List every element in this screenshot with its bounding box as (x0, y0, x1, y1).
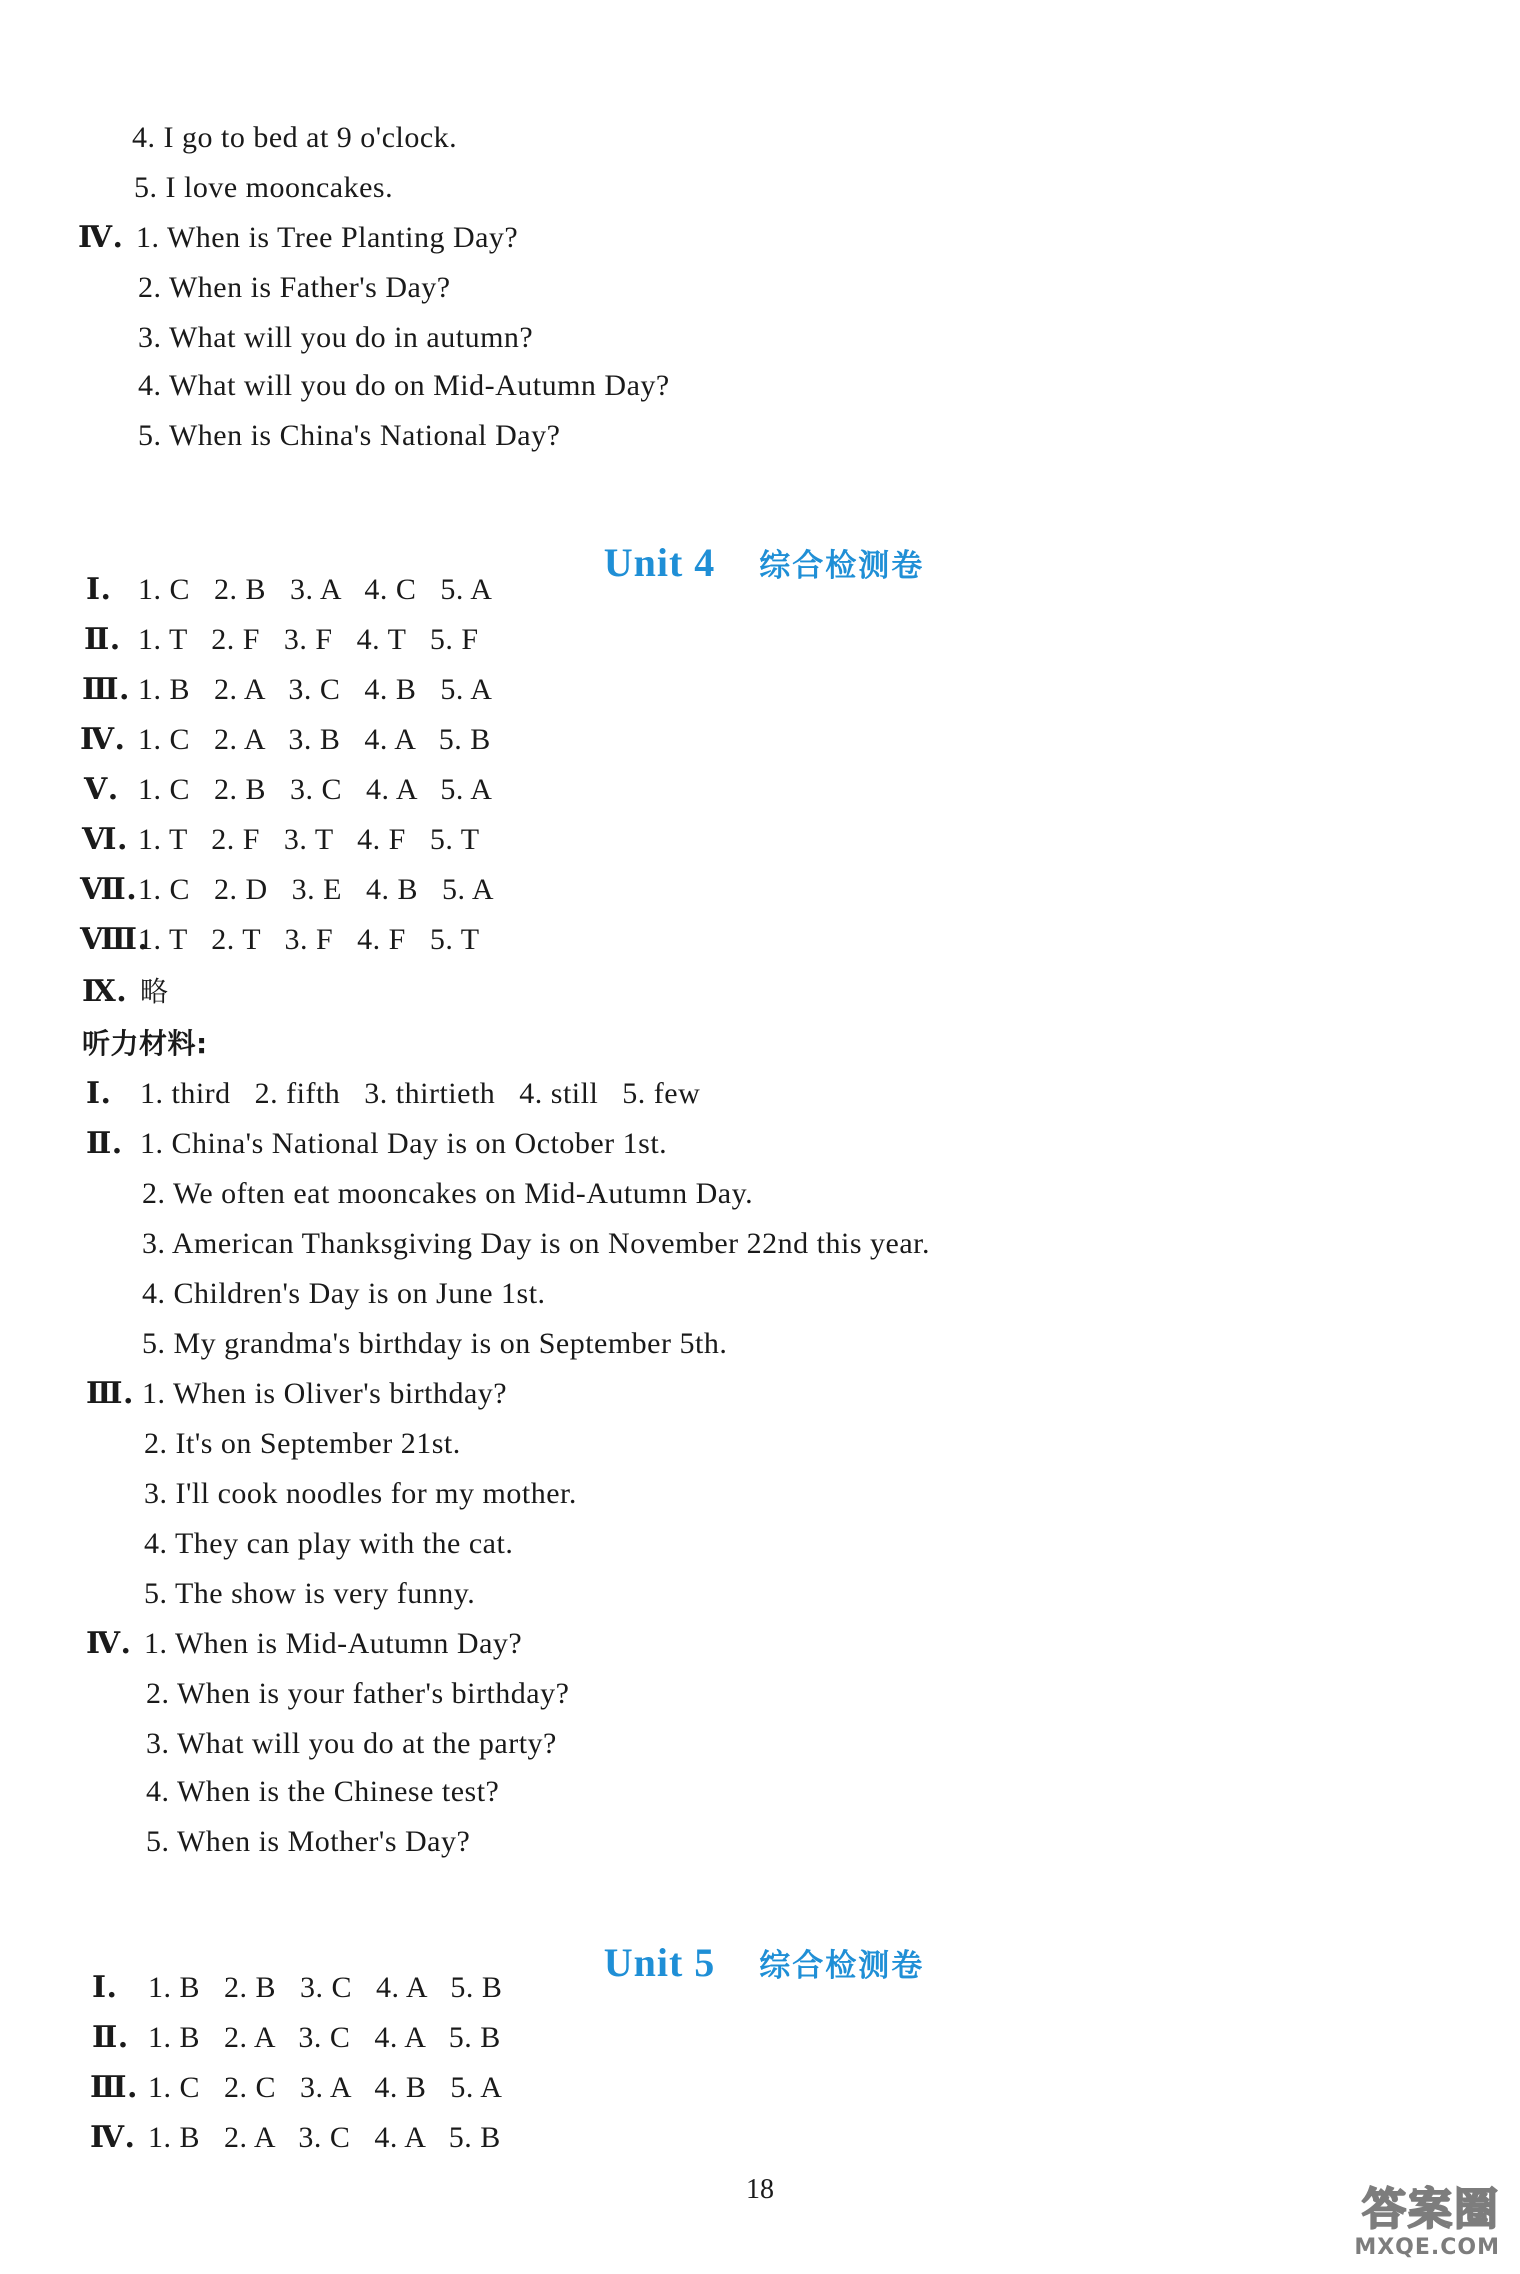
section-label: Ⅳ. (90, 2120, 136, 2155)
answer-line: 4. I go to bed at 9 o'clock. (132, 121, 458, 154)
section-label: Ⅱ. (86, 1126, 123, 1161)
answer-line: 1. B 2. A 3. C 4. B 5. A (138, 673, 493, 706)
answer-line: 1. C 2. B 3. C 4. A 5. A (138, 773, 493, 806)
section-label-iv: Ⅳ. (78, 220, 124, 255)
unit5-subtitle: 综合检测卷 (759, 1948, 925, 1984)
answer-line: 5. The show is very funny. (144, 1577, 476, 1610)
answer-line: 5. When is Mother's Day? (146, 1825, 471, 1858)
answer-line: 4. What will you do on Mid-Autumn Day? (138, 369, 670, 402)
answer-line: 4. Children's Day is on June 1st. (142, 1277, 546, 1310)
listening-title: 听力材料: (82, 1027, 208, 1060)
answer-line: 1. C 2. A 3. B 4. A 5. B (138, 723, 491, 756)
answer-line: 1. C 2. D 3. E 4. B 5. A (138, 873, 495, 906)
section-label: Ⅲ. (82, 672, 130, 707)
answer-line: 1. When is Tree Planting Day? (136, 221, 519, 254)
answer-line: 4. They can play with the cat. (144, 1527, 514, 1560)
answer-line: 3. What will you do at the party? (146, 1727, 557, 1760)
answer-line: 1. third 2. fifth 3. thirtieth 4. still 5. few (140, 1077, 701, 1110)
section-label: Ⅱ. (92, 2020, 129, 2055)
answer-line: 2. We often eat mooncakes on Mid-Autumn Day. (142, 1177, 754, 1210)
section-label: Ⅵ. (82, 822, 128, 857)
answer-line: 1. When is Oliver's birthday? (142, 1377, 508, 1410)
answer-line: 1. B 2. A 3. C 4. A 5. B (148, 2021, 501, 2054)
section-label: Ⅰ. (86, 572, 112, 607)
unit4-subtitle: 综合检测卷 (759, 548, 925, 584)
answer-line: 3. What will you do in autumn? (138, 321, 534, 354)
answer-line: 5. When is China's National Day? (138, 419, 561, 452)
section-label: Ⅶ. (80, 872, 138, 907)
answer-line: 3. I'll cook noodles for my mother. (144, 1477, 577, 1510)
section-label: Ⅰ. (86, 1076, 112, 1111)
unit5-title: Unit 5 (603, 1940, 716, 1985)
section-label: Ⅳ. (86, 1626, 132, 1661)
answer-line: 略 (140, 975, 169, 1008)
watermark-url: MXQE.COM (1354, 2235, 1500, 2260)
section-label: Ⅲ. (86, 1376, 134, 1411)
answer-line: 5. I love mooncakes. (134, 171, 394, 204)
answer-line: 1. T 2. F 3. T 4. F 5. T (138, 823, 480, 856)
answer-line: 1. C 2. C 3. A 4. B 5. A (148, 2071, 503, 2104)
answer-line: 2. When is Father's Day? (138, 271, 451, 304)
answer-line: 1. When is Mid-Autumn Day? (144, 1627, 523, 1660)
section-label: Ⅷ. (80, 922, 149, 957)
answer-line: 1. T 2. T 3. F 4. F 5. T (138, 923, 480, 956)
answer-line: 4. When is the Chinese test? (146, 1775, 500, 1808)
answer-line: 2. It's on September 21st. (144, 1427, 461, 1460)
unit4-title: Unit 4 (603, 540, 716, 585)
section-label: Ⅰ. (92, 1970, 118, 2005)
section-label: Ⅳ. (80, 722, 126, 757)
section-label: Ⅲ. (90, 2070, 138, 2105)
section-label: Ⅱ. (84, 622, 121, 657)
watermark-logo (1270, 2184, 1500, 2264)
section-label: Ⅸ. (82, 974, 128, 1009)
answer-line: 5. My grandma's birthday is on September 5th. (142, 1327, 728, 1360)
answer-line: 3. American Thanksgiving Day is on November 22nd this year. (142, 1227, 930, 1260)
page-number: 18 (746, 2174, 774, 2205)
answer-line: 1. B 2. A 3. C 4. A 5. B (148, 2121, 501, 2154)
answer-line: 1. C 2. B 3. A 4. C 5. A (138, 573, 493, 606)
watermark-logo-text: 答案圈 (1362, 2184, 1500, 2235)
answer-line: 2. When is your father's birthday? (146, 1677, 570, 1710)
answer-line: 1. B 2. B 3. C 4. A 5. B (148, 1971, 503, 2004)
answer-line: 1. China's National Day is on October 1st. (140, 1127, 668, 1160)
answer-line: 1. T 2. F 3. F 4. T 5. F (138, 623, 479, 656)
section-label: Ⅴ. (84, 772, 119, 807)
